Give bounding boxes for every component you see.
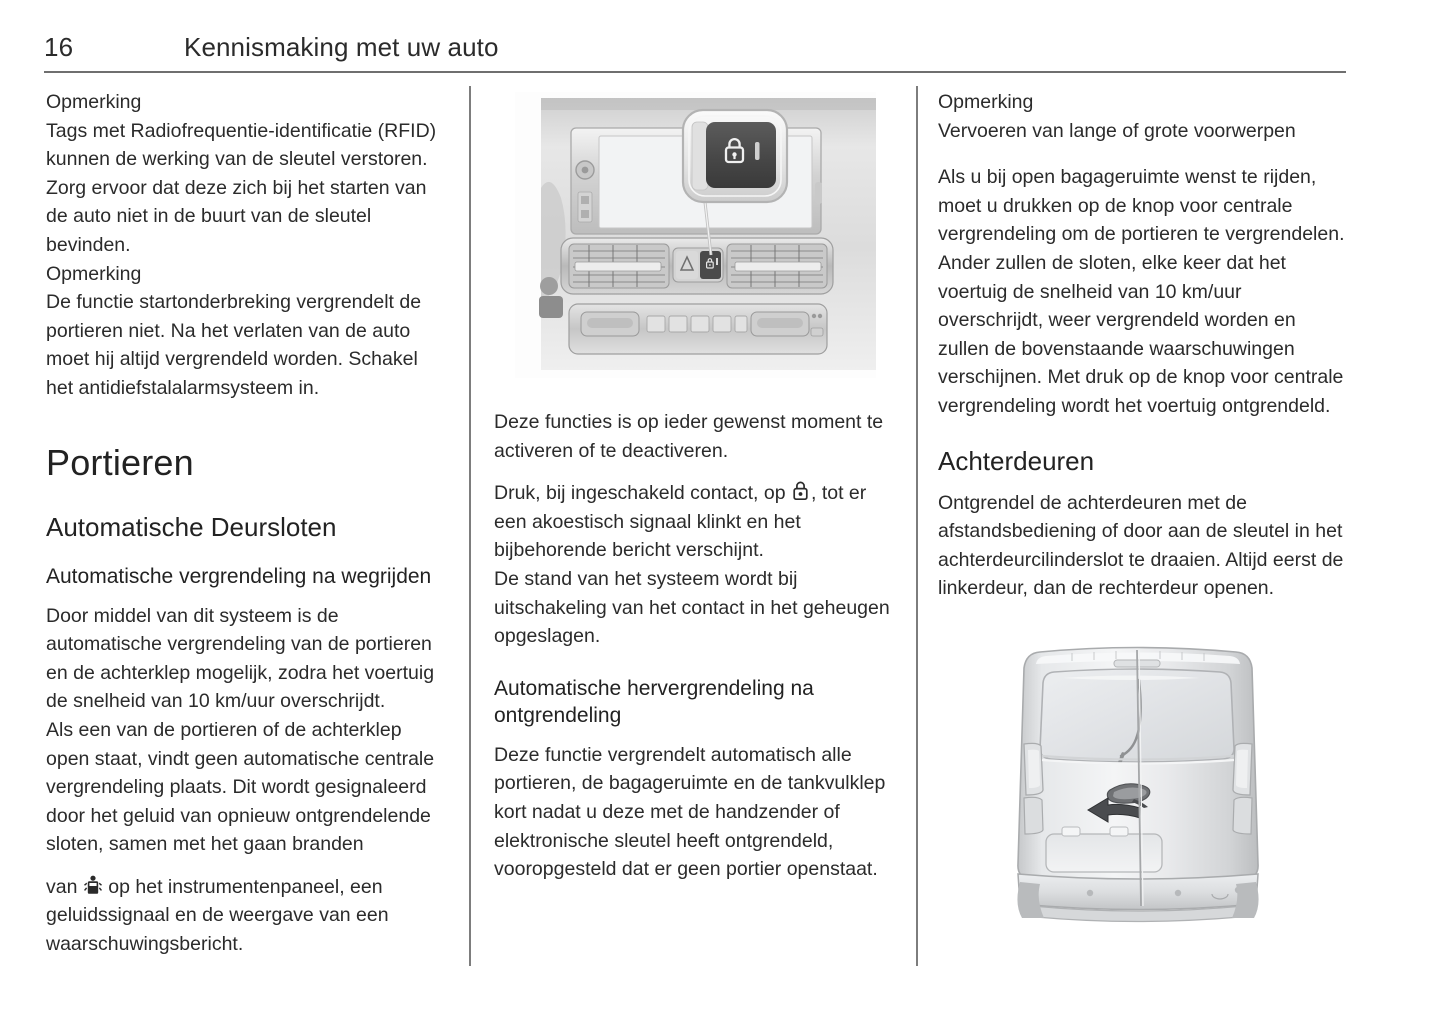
column-divider-right: [916, 86, 918, 966]
middle-column: [494, 408, 894, 884]
right-note-subtitle: Vervoeren van lange of grote voorwerpen: [938, 119, 1296, 142]
subsection-heading-hervergrendeling: Automatische hervergrendeling na ontgrendeling: [494, 676, 814, 727]
page-header: [44, 32, 1346, 70]
middle-paragraph-1: Deze functies is op ieder gewenst moment te activeren of te deactiveren.: [494, 411, 884, 462]
van-rear-doors-illustration: [962, 638, 1312, 938]
middle-paragraph-3: De stand van het systeem wordt bij uitschakeling van het contact in het geheugen opgeslagen.: [494, 567, 890, 648]
padlock-icon: [791, 481, 811, 503]
left-paragraph-1: Door middel van dit systeem is de automatische vergrendeling van de portieren en de achterklep mogelijk, zodra het voertuig de snelheid van 10 km/uur overschrijdt.: [46, 604, 435, 713]
subsection-heading-vergrendeling-na-wegrijden: Automatische vergrendeling na wegrijden: [46, 564, 432, 588]
chapter-heading-portieren: Portieren: [46, 441, 194, 483]
right-paragraph-1: Als u bij open bagageruimte wenst te rijden, moet u drukken op de knop voor centrale vergrendeling om de portieren te vergrendelen. Ander zullen de sloten, elke keer dat het voertuig de snelheid van 10 km/uur overschrijdt, weer vergrendeld worden en zullen de bovenstaande waarschuwingen verschijnen. Met druk op de knop voor centrale vergrendeling wordt het voertuig ontgrendeld.: [938, 166, 1345, 417]
left-column: [46, 88, 446, 959]
right-paragraph-2: Ontgrendel de achterdeuren met de afstandsbediening of door aan de sleutel in het achterdeurcilinderslot te draaien. Altijd eerst de linkerdeur, dan de rechterdeur openen.: [938, 491, 1344, 600]
note-text-2: De functie startonderbreking vergrendelt de portieren niet. Na het verlaten van de auto moet hij altijd vergrendeld worden. Schakel het antidiefstalalarmsysteem in.: [46, 291, 422, 399]
middle-paragraph-4: Deze functie vergrendelt automatisch alle portieren, de bagageruimte en de tankvulklep kort nadat u deze met de handzender of elektronische sleutel heeft ontgrendeld, vooropgesteld dat er geen portier openstaat.: [494, 743, 886, 881]
column-divider-left: [469, 86, 471, 966]
lock-button-callout: [683, 110, 787, 202]
middle-paragraph-2-before: Druk, bij ingeschakeld contact, op: [494, 482, 791, 505]
section-heading-achterdeuren: Achterdeuren: [938, 445, 1095, 476]
right-column: [938, 88, 1348, 603]
middle-paragraph-2-after: , tot er een akoestisch signaal klinkt en het bijbehorende bericht verschijnt.: [494, 482, 867, 562]
page-number: 16: [44, 32, 74, 62]
note-label-2: Opmerking: [46, 262, 142, 285]
note-text-1: Tags met Radiofrequentie-identificatie (RFID) kunnen de werking van de sleutel verstoren. Zorg ervoor dat deze zich bij het starten van de auto niet in de buurt van de sleutel bevinden.: [46, 119, 437, 256]
right-note-label: Opmerking: [938, 91, 1034, 113]
car-doors-open-icon: [83, 875, 103, 897]
left-paragraph-3-after: op het instrumentenpaneel, een geluidssignaal en de weergave van een waarschuwingsbericht.: [46, 875, 389, 956]
left-paragraph-3-before: van: [46, 875, 83, 898]
middle-paragraph-2: [494, 479, 894, 565]
left-paragraph-2: Als een van de portieren of de achterklep open staat, vindt geen automatische centrale vergrendeling plaats. Dit wordt gesignaleerd door het geluid van opnieuw ontgrendelende sloten, samen met het gaan branden: [46, 718, 435, 856]
page-title: Kennismaking met uw auto: [184, 32, 499, 62]
header-rule: [44, 71, 1346, 73]
left-paragraph-3: [46, 873, 446, 959]
section-heading-automatische-deursloten: Automatische Deursloten: [46, 511, 337, 542]
dashboard-center-console-photo: [515, 92, 876, 378]
note-label-1: Opmerking: [46, 91, 142, 113]
